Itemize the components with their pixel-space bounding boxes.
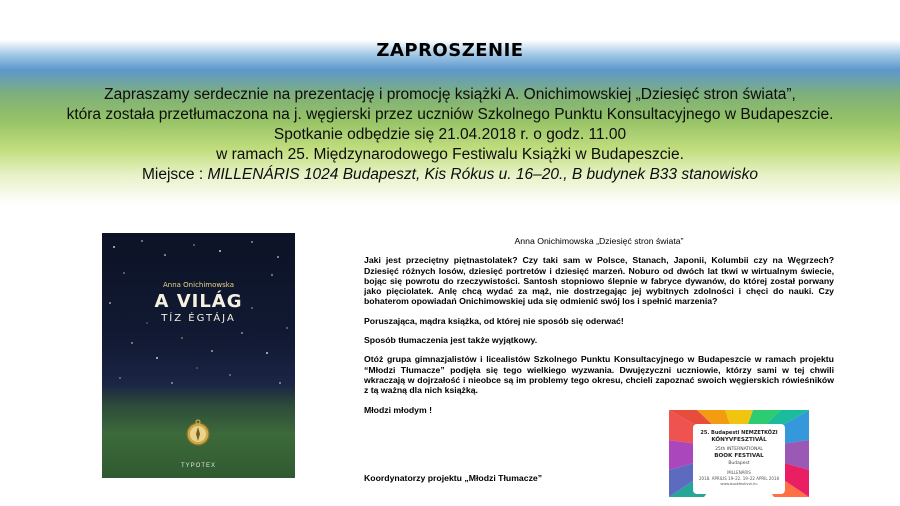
festival-line-2: KÖNYVFESZTIVÁL	[711, 437, 767, 443]
invitation-text	[0, 85, 900, 185]
festival-line-4: BOOK FESTIVAL	[714, 453, 764, 459]
article-heading: Anna Onichimowska „Dziesięć stron świata”	[514, 236, 684, 246]
festival-line-1: 25. Budapesti NEMZETKÖZI	[700, 430, 778, 436]
compass-icon	[183, 418, 213, 448]
place-label: Miejsce :	[141, 166, 208, 183]
invite-line-4: w ramach 25. Międzynarodowego Festiwalu Książki w Budapeszcie.	[216, 146, 684, 163]
article-paragraph-5: Młodzi młodym !	[364, 404, 433, 415]
festival-line-5: Budapest	[728, 461, 750, 466]
book-festival-poster	[669, 410, 809, 497]
festival-venue: MILLENÁRIS	[727, 470, 751, 475]
invite-line-3: Spotkanie odbędzie się 21.04.2018 r. o godz. 11.00	[273, 126, 627, 143]
cover-title: A VILÁG	[154, 291, 243, 312]
festival-website: www.bookfestival.hu	[720, 482, 758, 486]
article-paragraph-1: Jaki jest przeciętny piętnastolatek? Czy taki sam w Polsce, Stanach, Japonii, Kolumbii czy na Węgrzech? Dziesięć różnych losów, dziesięć portretów i dziesięć marzeń. Noburo od dwóch lat tkwi w wirtualnym świecie, bojąc się powrotu do rzeczywistości. Santosh stopniowo ślepnie w fabryce dywanów, do której został porwany jako pięciolatek. Anlę chcą wydać za mąż, nie dostrzegając jej wybitnych zdolności i chęci do nauki. Czy bohaterom opowiadań Onichimowskiej uda się odmienić swój los i spełnić marzenia?	[364, 255, 834, 307]
invite-line-2: która została przetłumaczona na j. węgierski przez uczniów Szkolnego Punktu Konsultacyjnego w Budapeszcie.	[66, 106, 834, 123]
article-paragraph-3: Sposób tłumaczenia jest także wyjątkowy.	[364, 335, 538, 346]
invite-line-1: Zapraszamy serdecznie na prezentację i promocję książki A. Onichimowskiej „Dziesięć stron świata”,	[104, 86, 796, 103]
cover-publisher: TYPOTEX	[180, 463, 216, 469]
cover-subtitle: TÍZ ÉGTÁJA	[161, 313, 236, 324]
article-paragraph-2: Poruszająca, mądra książka, od której nie sposób się oderwać!	[364, 315, 624, 326]
cover-author: Anna Onichimowska	[163, 281, 234, 289]
page-title: ZAPROSZENIE	[376, 40, 524, 61]
festival-line-3: 25th INTERNATIONAL	[715, 447, 763, 452]
article-paragraph-4: Otóż grupa gimnazjalistów i licealistów Szkolnego Punktu Konsultacyjnego w Budapeszcie w ramach projektu “Młodzi Tłumacze” podjęła się tego wielkiego wyzwania. Dwujęzyczni uczniowie, którzy sami w tej chwili wkraczają w dojrzałość i nieobce są im problemy tego okresu, chcieli zapoznać swoich węgierskich rówieśników z tą ważną dla nich książką.	[364, 354, 834, 396]
invite-place	[0, 165, 900, 185]
book-cover-image	[102, 233, 295, 478]
festival-dates: 2018. ÁPRILIS 19–22. 19–22 APRIL 2018	[698, 476, 779, 481]
coordinators-signature: Koordynatorzy projektu „Młodzi Tłumacze”	[364, 473, 543, 483]
place-value: MILLENÁRIS 1024 Budapeszt, Kis Rókus u. 16–20., B budynek B33 stanowisko	[207, 166, 759, 183]
